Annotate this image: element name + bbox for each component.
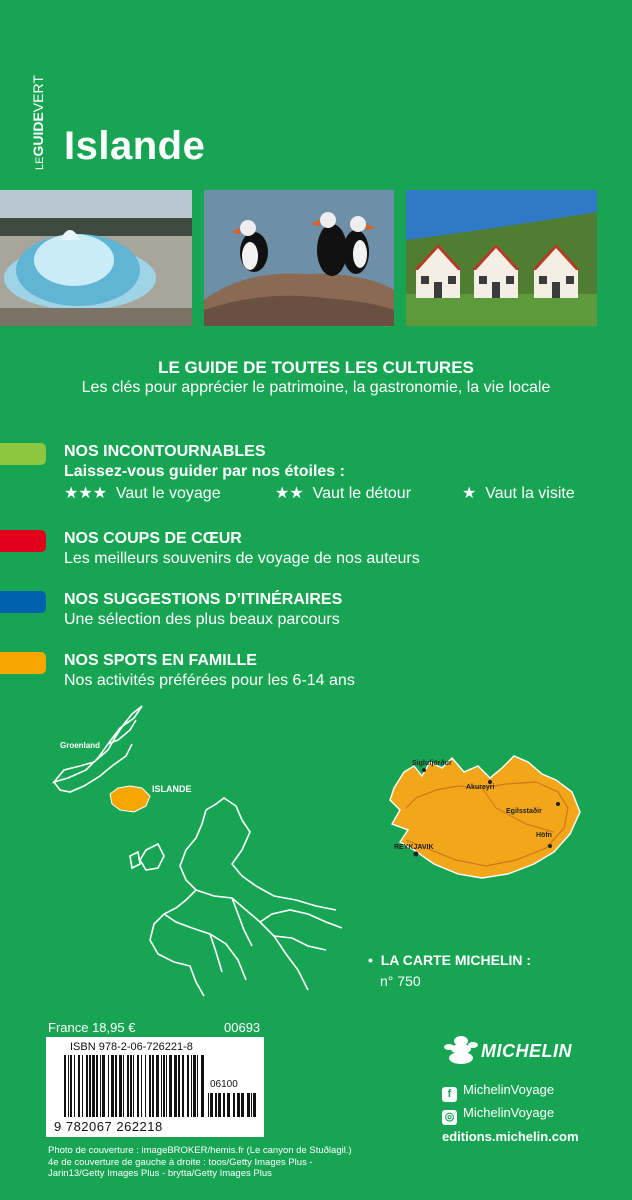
map-ref-title [368, 952, 531, 968]
tagline-heading: LE GUIDE DE TOUTES LES CULTURES [158, 358, 474, 377]
star-label-2: Vaut le détour [312, 485, 412, 502]
barcode-bar [163, 1055, 165, 1117]
barcode-bar [215, 1093, 217, 1117]
feature-heading-itineraires: NOS SUGGESTIONS D’ITINÉRAIRES [64, 591, 343, 608]
barcode-bar [137, 1055, 139, 1117]
barcode-bar [68, 1055, 69, 1117]
barcode-bar [156, 1055, 159, 1117]
credit-line: Photo de couverture : imageBROKER/hemis.fr (Le canyon de Stuðlagil.) [48, 1145, 352, 1156]
barcode-bar [123, 1055, 124, 1117]
barcode-bar [241, 1093, 244, 1117]
tagline-subtitle: Les clés pour apprécier le patrimoine, la gastronomie, la vie locale [81, 379, 551, 396]
barcode-bar [115, 1055, 117, 1117]
barcode-bar [193, 1055, 196, 1117]
page-title: Islande [64, 124, 206, 168]
barcode-bar [218, 1093, 221, 1117]
facebook-icon: f [442, 1087, 457, 1102]
barcode-bar [70, 1055, 72, 1117]
star-rating-3 [64, 483, 221, 503]
europe-map [46, 700, 346, 1000]
barcode-bar [130, 1055, 132, 1117]
barcode-bar [251, 1093, 252, 1117]
photo-credits [48, 1145, 378, 1180]
feature-bar-famille [0, 652, 46, 674]
barcode-bar [96, 1055, 98, 1117]
michelin-logo [443, 1033, 599, 1067]
barcode-bar [141, 1055, 142, 1117]
star-icon: ★ [462, 485, 477, 502]
barcode-bar [178, 1055, 180, 1117]
instagram-handle: MichelinVoyage [463, 1105, 555, 1120]
instagram-link[interactable] [442, 1105, 554, 1125]
barcode [46, 1037, 264, 1137]
barcode-addon-bars [208, 1093, 256, 1117]
barcode-bar [182, 1055, 184, 1117]
town-label-egilsstadir: Egilsstaðir [506, 808, 542, 815]
star-rating-1 [462, 483, 575, 503]
star-icon: ★★ [275, 485, 304, 502]
barcode-addon: 06100 [210, 1079, 238, 1090]
barcode-bar [82, 1055, 83, 1117]
barcode-bar [74, 1055, 75, 1117]
star-label-3: Vaut le voyage [115, 485, 221, 502]
feature-heading-famille: NOS SPOTS EN FAMILLE [64, 652, 257, 669]
town-label-reykjavik: REYKJAVIK [394, 844, 434, 851]
barcode-bar [64, 1055, 66, 1117]
isbn-text: ISBN 978-2-06-726221-8 [70, 1041, 193, 1053]
feature-line-incontournables: Laissez-vous guider par nos étoiles : [64, 463, 345, 480]
facebook-handle: MichelinVoyage [463, 1082, 555, 1097]
barcode-bar [161, 1055, 162, 1117]
barcode-bar [108, 1055, 109, 1117]
barcode-bar [233, 1093, 235, 1117]
barcode-bar [191, 1055, 192, 1117]
feature-bar-coups-de-coeur [0, 530, 46, 552]
barcode-bar [78, 1055, 80, 1117]
barcode-bar [145, 1055, 146, 1117]
feature-line-coups-de-coeur: Les meilleurs souvenirs de voyage de nos auteurs [64, 550, 420, 567]
barcode-bar [223, 1093, 225, 1117]
barcode-bar [100, 1055, 101, 1117]
feature-line-itineraires: Une sélection des plus beaux parcours [64, 611, 340, 628]
bibendum-icon [443, 1033, 483, 1067]
barcode-bar [197, 1055, 198, 1117]
barcode-bar [127, 1055, 129, 1117]
price: France 18,95 € [48, 1020, 136, 1035]
feature-heading-incontournables: NOS INCONTOURNABLES [64, 443, 266, 460]
barcode-bar [227, 1093, 230, 1117]
website-link[interactable]: editions.michelin.com [442, 1129, 579, 1144]
barcode-bar [89, 1055, 91, 1117]
turf-houses-photo [406, 190, 597, 326]
star-rating-2 [275, 483, 411, 503]
star-label-1: Vaut la visite [485, 485, 575, 502]
barcode-bar [166, 1055, 167, 1117]
barcode-bar [174, 1055, 177, 1117]
barcode-bar [187, 1055, 189, 1117]
barcode-bar [86, 1055, 88, 1117]
barcode-bar [169, 1055, 172, 1117]
barcode-bar [208, 1093, 209, 1117]
town-label-hofn: Höfn [536, 832, 552, 839]
map-ref-label: LA CARTE MICHELIN : [380, 952, 532, 968]
geyser-photo [0, 190, 192, 326]
feature-bar-incontournables [0, 443, 46, 465]
barcode-bar [149, 1055, 151, 1117]
barcode-bar [111, 1055, 114, 1117]
town-label-siglufjordur: Siglufjörður [412, 760, 452, 767]
series-logo: LEGUIDEVERT [30, 75, 46, 170]
barcode-bar [210, 1093, 213, 1117]
barcode-bars [64, 1055, 204, 1117]
barcode-bar [152, 1055, 154, 1117]
barcode-bar [253, 1093, 256, 1117]
barcode-number: 9 782067 262218 [54, 1119, 163, 1134]
bullet-icon: • [368, 952, 373, 968]
map-label-iceland: ISLANDE [152, 784, 192, 794]
product-code: 00693 [224, 1020, 261, 1035]
barcode-bar [119, 1055, 122, 1117]
credit-line: 4e de couverture de gauche à droite : toos/Getty Images Plus - [48, 1156, 313, 1168]
barcode-bar [237, 1093, 240, 1117]
puffins-photo [204, 190, 394, 326]
town-label-akureyri: Akureyri [466, 784, 495, 791]
feature-line-famille: Nos activités préférées pour les 6-14 ans [64, 672, 355, 689]
barcode-bar [92, 1055, 95, 1117]
feature-bar-itineraires [0, 591, 46, 613]
barcode-bar [102, 1055, 105, 1117]
barcode-bar [133, 1055, 134, 1117]
star-icon: ★★★ [64, 485, 108, 502]
map-ref-number: n° 750 [380, 973, 421, 989]
barcode-bar [201, 1055, 204, 1117]
iceland-map [386, 748, 586, 888]
credit-line: Jarin13/Getty Images Plus - brytta/Getty Images Plus [48, 1168, 272, 1179]
instagram-icon: ◎ [442, 1110, 457, 1125]
brand-name: MICHELIN [481, 1041, 572, 1061]
feature-heading-coups-de-coeur: NOS COUPS DE CŒUR [64, 530, 242, 547]
map-label-greenland: Groenland [60, 741, 101, 750]
iceland-highlight [106, 784, 152, 819]
barcode-bar [247, 1093, 250, 1117]
facebook-link[interactable] [442, 1082, 554, 1102]
